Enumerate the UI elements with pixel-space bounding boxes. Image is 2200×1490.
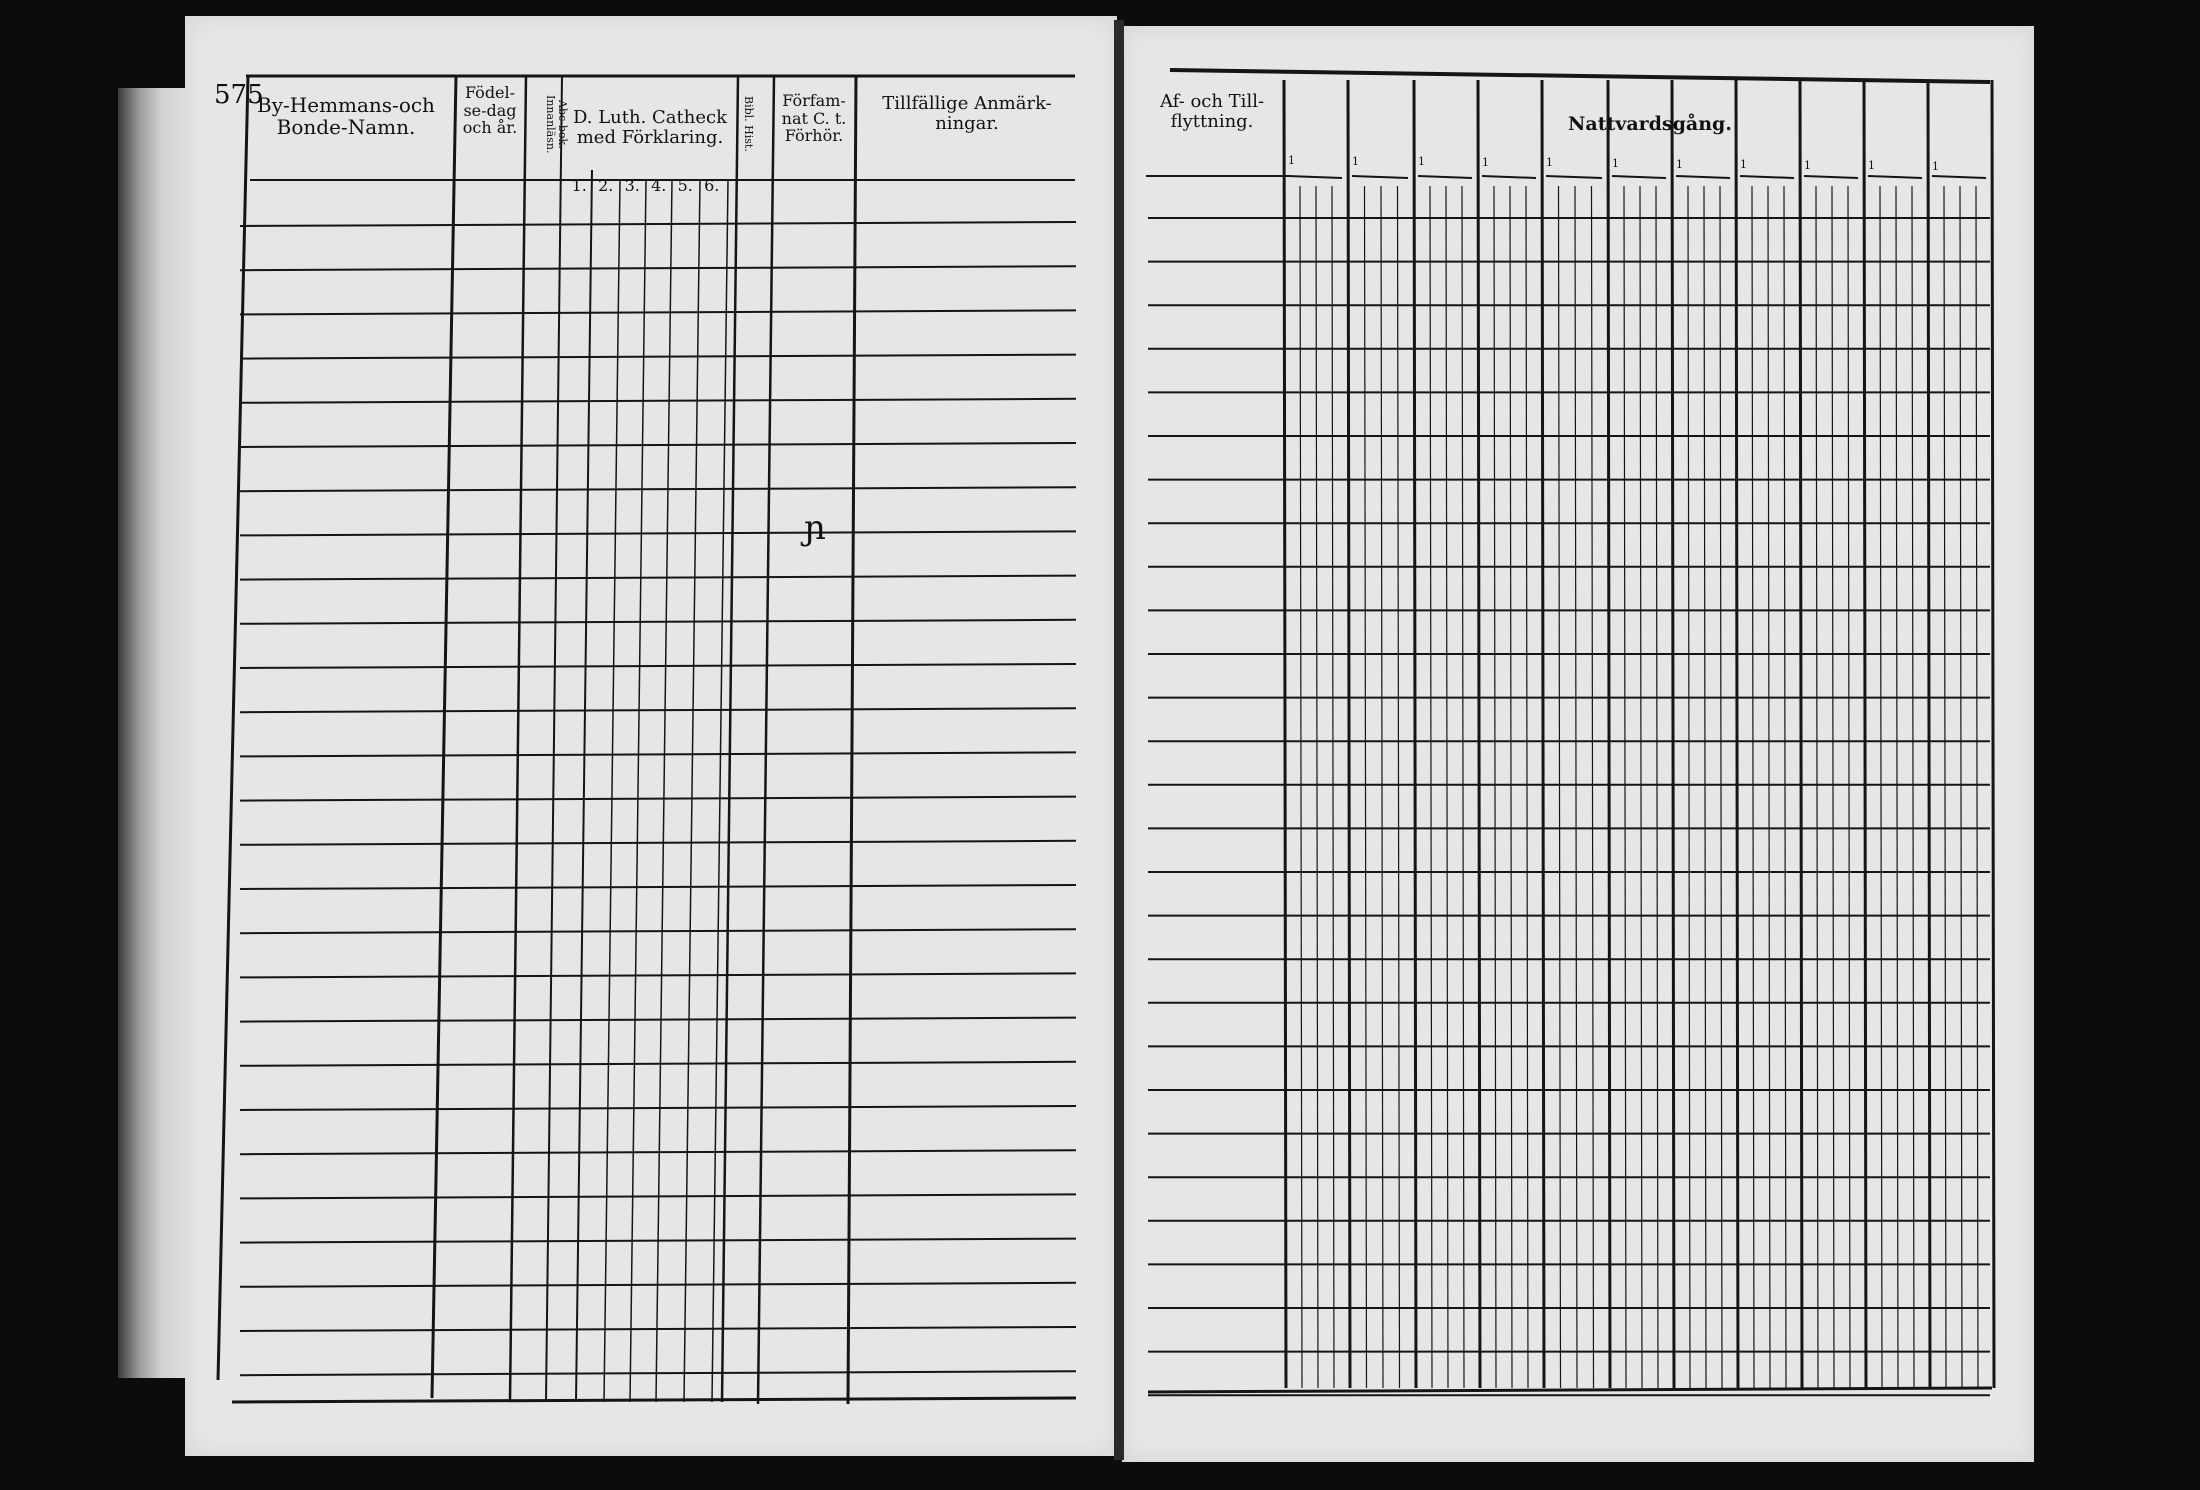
left-column-rule <box>712 180 728 1402</box>
right-bottom-rule <box>1148 1388 1992 1392</box>
left-column-rule <box>630 180 646 1402</box>
header-remarks: Tillfällige Anmärk- ningar. <box>882 93 1052 134</box>
right-column-cap-rule <box>1482 176 1536 178</box>
right-subcolumn-rule <box>1365 186 1367 1388</box>
right-subcolumn-rule <box>1430 186 1432 1388</box>
communion-marker: 1 <box>1288 154 1295 167</box>
left-row-rule <box>240 1327 1076 1331</box>
left-row-rule <box>240 664 1076 668</box>
right-subcolumn-rule <box>1624 186 1626 1388</box>
catechism-number: 5. <box>677 176 693 195</box>
left-row-rule <box>240 355 1076 359</box>
right-subcolumn-rule <box>1976 186 1978 1388</box>
right-column-rule <box>1992 80 1994 1388</box>
right-subcolumn-rule <box>1640 186 1642 1388</box>
right-column-rule <box>1608 80 1610 1388</box>
right-subcolumn-rule <box>1316 186 1318 1388</box>
right-subcolumn-rule <box>1944 186 1946 1388</box>
right-subcolumn-rule <box>1848 186 1850 1388</box>
right-subcolumn-rule <box>1896 186 1898 1388</box>
right-column-rule <box>1864 80 1866 1388</box>
right-subcolumn-rule <box>1768 186 1770 1388</box>
right-subcolumn-rule <box>1332 186 1334 1388</box>
header-confirmation: Förfam- nat C. t. Förhör. <box>781 91 847 146</box>
right-column-cap-rule <box>1546 176 1602 178</box>
left-row-rule <box>240 1062 1076 1066</box>
left-column-rule <box>576 170 592 1402</box>
left-row-rule <box>240 310 1076 314</box>
header-communion: Nattvardsgång. <box>1568 113 1732 135</box>
right-column-cap-rule <box>1612 176 1666 178</box>
right-subcolumn-rule <box>1398 186 1400 1388</box>
left-row-rule <box>240 531 1076 535</box>
right-subcolumn-rule <box>1300 186 1302 1388</box>
right-subcolumn-rule <box>1381 186 1383 1388</box>
left-column-rule <box>656 180 672 1402</box>
communion-marker: 1 <box>1868 159 1875 173</box>
catechism-column-numbers <box>566 176 725 195</box>
page-number: 575 <box>214 80 264 110</box>
right-column-rule <box>1478 80 1480 1388</box>
communion-marker: 1 <box>1352 154 1359 168</box>
left-row-rule <box>240 1150 1076 1154</box>
left-column-rule <box>722 76 738 1402</box>
right-subcolumn-rule <box>1494 186 1496 1388</box>
left-column-rule <box>684 180 700 1402</box>
right-column-rule <box>1672 80 1674 1388</box>
left-column-rule <box>758 76 774 1404</box>
communion-marker: 1 <box>1418 155 1425 169</box>
left-column-rule <box>604 180 620 1402</box>
communion-marker: 1 <box>1740 158 1747 172</box>
left-row-rule <box>240 266 1076 270</box>
left-column-rule <box>432 76 456 1398</box>
stray-ink-mark: ɲ <box>804 508 826 548</box>
right-column-cap-rule <box>1676 176 1730 178</box>
right-top-rule <box>1170 70 1990 82</box>
right-subcolumn-rule <box>1880 186 1882 1388</box>
right-subcolumn-rule <box>1592 186 1594 1388</box>
right-subcolumn-rule <box>1526 186 1528 1388</box>
right-column-cap-rule <box>1288 176 1342 178</box>
left-row-rule <box>240 576 1076 580</box>
left-row-rule <box>240 885 1076 889</box>
right-subcolumn-rule <box>1832 186 1834 1388</box>
left-row-rule <box>240 620 1076 624</box>
right-subcolumn-rule <box>1462 186 1464 1388</box>
catechism-number: 6. <box>704 176 720 195</box>
left-row-rule <box>240 708 1076 712</box>
left-row-rule <box>240 973 1076 977</box>
communion-marker: 1 <box>1804 158 1811 172</box>
right-column-cap-rule <box>1804 176 1858 178</box>
header-name: By-Hemmans-och Bonde-Namn. <box>257 93 435 139</box>
left-row-rule <box>240 929 1076 933</box>
right-subcolumn-rule <box>1688 186 1690 1388</box>
left-row-rule <box>240 1018 1076 1022</box>
right-column-cap-rule <box>1352 176 1408 178</box>
right-subcolumn-rule <box>1446 186 1448 1388</box>
left-row-rule <box>240 222 1076 226</box>
header-bible: Bibl. Hist. <box>742 96 756 152</box>
header-abc: Abc-bok. Innanläsn. <box>544 94 570 154</box>
right-subcolumn-rule <box>1510 186 1512 1388</box>
right-subcolumn-rule <box>1720 186 1722 1388</box>
right-subcolumn-rule <box>1784 186 1786 1388</box>
catechism-number: 1. <box>571 176 587 195</box>
right-subcolumn-rule <box>1559 186 1561 1388</box>
catechism-number: 2. <box>598 176 614 195</box>
left-column-rule <box>510 76 526 1400</box>
right-subcolumn-rule <box>1816 186 1818 1388</box>
right-column-rule <box>1736 80 1738 1388</box>
right-subcolumn-rule <box>1656 186 1658 1388</box>
right-column-cap-rule <box>1418 176 1472 178</box>
communion-marker: 1 <box>1482 155 1489 169</box>
left-row-rule <box>240 1371 1076 1375</box>
left-row-rule <box>240 399 1076 403</box>
header-catechism: D. Luth. Catheck med Förklaring. <box>572 107 728 148</box>
right-column-rule <box>1414 80 1416 1388</box>
left-row-rule <box>240 443 1076 447</box>
right-subcolumn-rule <box>1575 186 1577 1388</box>
communion-marker: 1 <box>1612 157 1619 170</box>
left-row-rule <box>240 797 1076 801</box>
right-column-cap-rule <box>1740 176 1794 178</box>
right-column-rule <box>1928 80 1930 1388</box>
left-column-rule <box>218 76 248 1380</box>
left-column-rule <box>546 76 562 1400</box>
right-subcolumn-rule <box>1912 186 1914 1388</box>
right-subcolumn-rule <box>1752 186 1754 1388</box>
right-column-cap-rule <box>1868 176 1922 178</box>
left-row-rule <box>240 1106 1076 1110</box>
right-column-cap-rule <box>1932 176 1986 178</box>
left-row-rule <box>240 841 1076 845</box>
communion-marker: 1 <box>1932 160 1939 173</box>
right-subcolumn-rule <box>1704 186 1706 1388</box>
communion-marker: 1 <box>1546 156 1553 170</box>
catechism-number: 4. <box>651 176 667 195</box>
right-column-rule <box>1542 80 1544 1388</box>
left-bottom-rule <box>232 1398 1076 1402</box>
catechism-number: 3. <box>624 176 640 195</box>
right-column-rule <box>1800 80 1802 1388</box>
communion-marker: 1 <box>1676 157 1683 171</box>
header-birth: Födel- se-dag och år. <box>462 83 518 138</box>
right-subcolumn-rule <box>1960 186 1962 1388</box>
header-moving: Af- och Till- flyttning. <box>1159 91 1265 132</box>
right-column-rule <box>1284 80 1286 1388</box>
left-column-rule <box>848 76 856 1404</box>
left-row-rule <box>240 487 1076 491</box>
right-column-rule <box>1348 80 1350 1388</box>
left-row-rule <box>240 752 1076 756</box>
